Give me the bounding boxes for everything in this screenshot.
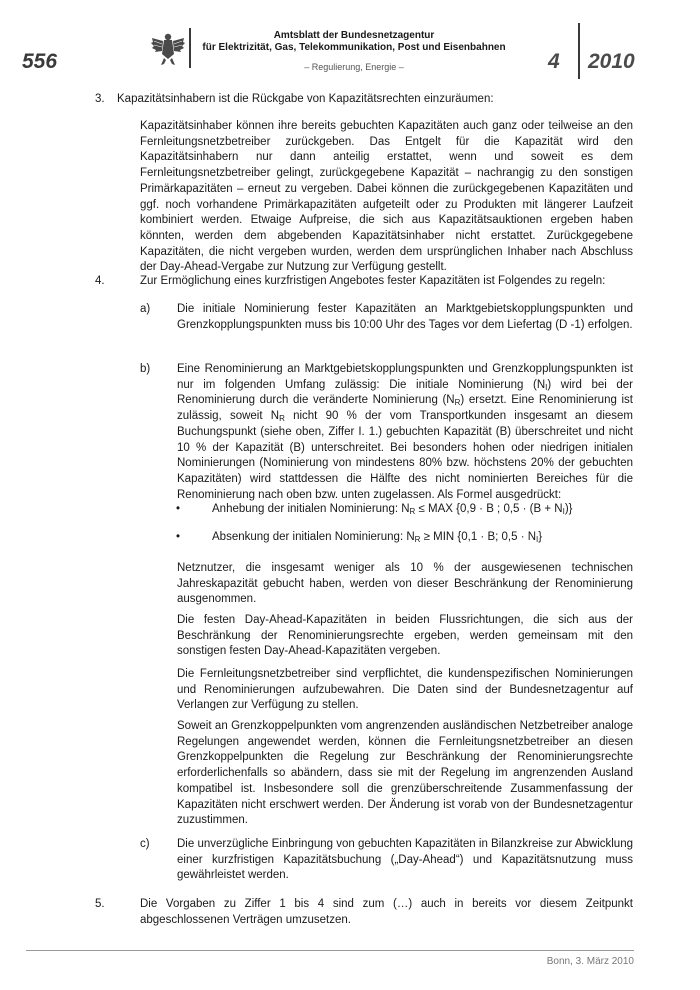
item-3-number: 3.: [95, 93, 105, 105]
item-5-text: Die Vorgaben zu Ziffer 1 bis 4 sind zum (…) auch in bereits vor diesem Zeitpunkt abgeschlossenen Verträgen umzusetzen.: [140, 898, 633, 926]
item-4-number: 4.: [95, 275, 105, 287]
footer-place-date: Bonn, 3. März 2010: [546, 956, 634, 967]
item-3-intro: Kapazitätsinhabern ist die Rückgabe von Kapazitätsrechten einzuräumen:: [117, 93, 494, 105]
item-4b-border-points: Soweit an Grenzkoppelpunkten vom angrenzenden ausländischen Netzbetreiber analoge Regelungen angewendet werden, können die Fernleitungsnetzbetreiber an diesen Grenzkoppelpunkten die Regelung zur Beschränkung der Renominierungsrechte erforderlichenfalls so abändern, dass sie mit der Regelung im angrenzenden Ausland kompatibel ist. Insbesondere soll die grenzüberschreitende Zusammenfassung der Kapazitäten nicht erschwert werden. Der Änderung ist vorab von der Bundesnetzagentur zuzustimmen.: [177, 720, 633, 827]
item-4-intro: Zur Ermöglichung eines kurzfristigen Angebotes fester Kapazitäten ist Folgendes zu regeln:: [140, 275, 606, 287]
bullet-dot: •: [176, 531, 181, 543]
issue-number: 4: [548, 50, 560, 73]
masthead-section: – Regulierung, Energie –: [304, 62, 404, 72]
issue-divider: [578, 23, 580, 79]
masthead-title: Amtsblatt der Bundesnetzagentur: [273, 30, 435, 41]
header-divider: [189, 28, 191, 68]
item-4b-exemption: Netznutzer, die insgesamt weniger als 10 % der ausgewiesenen technischen Jahreskapazität gebucht haben, werden von dieser Beschränkung der Renominierung ausgenommen.: [177, 562, 633, 606]
item-3-body: Kapazitätsinhaber können ihre bereits gebuchten Kapazitäten auch ganz oder teilweise an den Fernleitungsnetzbetreiber zurückgeben. Das Entgelt für die Kapazität wird den Kapazitätsinhabern nur dann anteilig erstattet, wenn und soweit es dem Fernleitungsnetzbetreiber gelingt, zurückgegebene Kapazität – nachrangig zu den sonstigen Primärkapazitäten – erneut zu vergeben. Dabei können die zurückgegebenen Kapazitäten und ggf. noch vorhandene Primärkapazitäten aufgeteilt oder zu Produkten mit längerer Laufzeit kombiniert werden. Etwaige Aufpreise, die sich aus Kapazitätsauktionen ergeben haben könnten, werden dem abgebenden Kapazitätsinhaber nicht erstattet. Zurückgegebene Kapazitäten, die nicht vergeben wurden, werden dem ursprünglichen Inhaber nach Abschluss der Day-Ahead-Vergabe zur Nutzung zur Verfügung gestellt.: [140, 120, 633, 274]
item-4c-label: c): [140, 838, 150, 850]
item-4c-text: Die unverzügliche Einbringung von gebuchten Kapazitäten in Bilanzkreise zur Abwicklung einer kurzfristigen Kapazitätsbuchung („Day-Ahead“) und Kapazitätsnutzung muss gewährleistet werden.: [177, 838, 633, 882]
masthead: [196, 30, 512, 73]
item-4b-label: b): [140, 363, 151, 375]
issue-year: 2010: [588, 50, 635, 73]
item-4a-label: a): [140, 303, 151, 315]
formula-increase: Anhebung der initialen Nominierung: $N_R$ ≤ MAX {0,9 · B ; $0,5 \cdot (B + N_I)$}: [212, 503, 573, 516]
formula-decrease: Absenkung der initialen Nominierung: $N_R$ ≥ MIN {0,1 · B; $0,5 \cdot N_I$}: [212, 531, 543, 544]
federal-eagle-icon: [150, 30, 186, 68]
item-4b-retention: Die Fernleitungsnetzbetreiber sind verpflichtet, die kundenspezifischen Nominierungen und Renominierungen aufzubewahren. Die Daten sind der Bundesnetzagentur auf Verlangen zur Verfügung zu stellen.: [177, 668, 633, 712]
item-4b-day-ahead: Die festen Day-Ahead-Kapazitäten in beiden Flussrichtungen, die sich aus der Beschränkung der Renominierungsrechte ergeben, werden gemeinsam mit den sonstigen festen Day-Ahead-Kapazitäten vergeben.: [177, 614, 633, 658]
masthead-subtitle: für Elektrizität, Gas, Telekommunikation, Post und Eisenbahnen: [202, 42, 506, 53]
footer-rule: [26, 950, 634, 951]
bullet-dot: •: [176, 503, 181, 515]
item-4a-text: Die initiale Nominierung fester Kapazitäten an Marktgebietskopplungspunkten und Grenzkopplungspunkten muss bis 10:00 Uhr des Tages vor dem Liefertag (D -1) erfolgen.: [177, 303, 633, 331]
item-5-number: 5.: [95, 898, 105, 910]
page-number: 556: [22, 50, 58, 73]
item-4b-text: Eine Renominierung an Marktgebietskopplungspunkten und Grenzkopplungspunkten ist nur im folgenden Umfang zulässig: Die initiale Nominierung $(N_I)$ wird bei der Renominierung durch die veränderte Nominierung $(N_R)$ ersetzt. Eine Renominierung ist zulässig, soweit $N_R$ nicht 90 % der vom Transportkunden insgesamt an diesem Buchungspunkt (siehe oben, Ziffer I. 1.) gebuchten Kapazität (B) überschreitet und nicht 10 % der Kapazität (B) unterschreitet. Bei besonders hohen oder niedrigen initialen Nominierungen (Nominierung von mindestens 80% bzw. höchstens 20% der gebuchten Kapazitäten) wird stattdessen die Hälfte des nicht nominierten Bereiches für die Renominierung nach oben bzw. unten zugelassen. Als Formel ausgedrückt:: [177, 363, 634, 501]
